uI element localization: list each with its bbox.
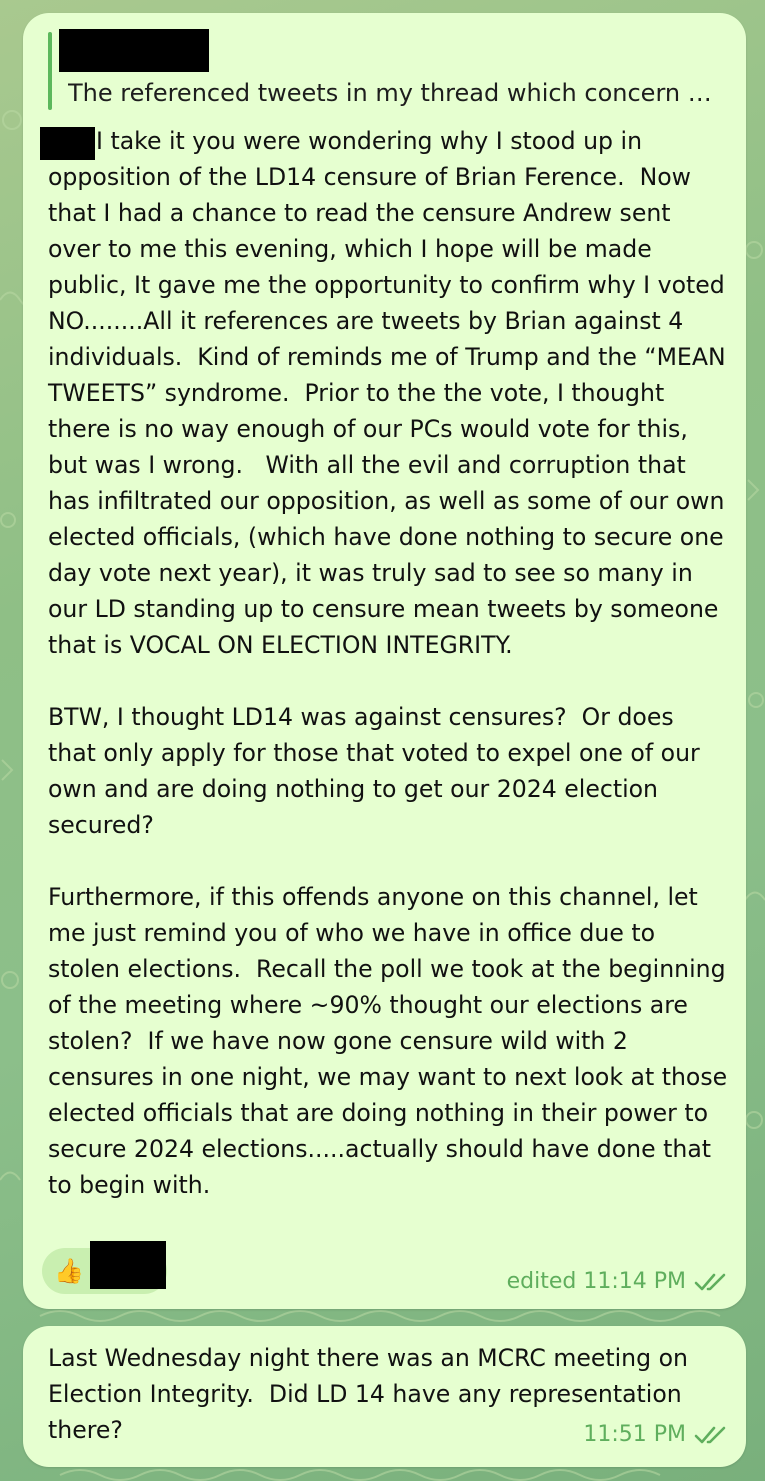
message-meta [507, 1269, 728, 1294]
thumbs-up-icon: 👍 [54, 1257, 84, 1285]
redacted-reply-author [59, 29, 209, 72]
double-check-icon [694, 1425, 728, 1445]
double-check-icon [694, 1272, 728, 1292]
reply-quote-bar [48, 32, 52, 110]
reply-preview-text[interactable]: The referenced tweets in my thread which concern … [68, 79, 712, 107]
message-bubble-outgoing[interactable] [23, 1326, 746, 1467]
message-text: I take it you were wondering why I stood up in opposition of the LD14 censure of Brian Ference. Now that I had a chance to read the censure Andrew sent over to me this evening, which I hope will be made public, It gave me the opportunity to confirm why I voted NO........All it references are tweets by Brian against 4 individuals. Kind of reminds me of Trump and the “MEAN TWEETS” syndrome. Prior to the the vote, I thought there is no way enough of our PCs would vote for this, but was I wrong. With all the evil and corruption that has infiltrated our opposition, as well as some of our own elected officials, (which have done nothing to secure one day vote next year), it was truly sad to see so many in our LD standing up to censure mean tweets by someone that is VOCAL ON ELECTION INTEGRITY. BTW, I thought LD14 was against censures? Or does that only apply for those that voted to expel one of our own and are doing nothing to get our 2024 election secured? Furthermore, if this offends anyone on this channel, let me just remind you of who we have in office due to stolen elections. Recall the poll we took at the beginning of the meeting where ~90% thought our elections are stolen? If we have now gone censure wild with 2 censures in one night, we may want to next look at those elected officials that are doing nothing in their power to secure 2024 elections.....actually should have done that to begin with. [48, 127, 728, 1199]
message-bubble-incoming[interactable] [23, 13, 746, 1309]
message-timestamp: 11:51 PM [583, 1422, 686, 1447]
message-timestamp: edited 11:14 PM [506, 1269, 686, 1294]
message-meta [583, 1422, 728, 1447]
redacted-reactor-avatar [90, 1241, 166, 1289]
message-text: Last Wednesday night there was an MCRC meeting on Election Integrity. Did LD 14 have any representation there? [48, 1344, 696, 1444]
